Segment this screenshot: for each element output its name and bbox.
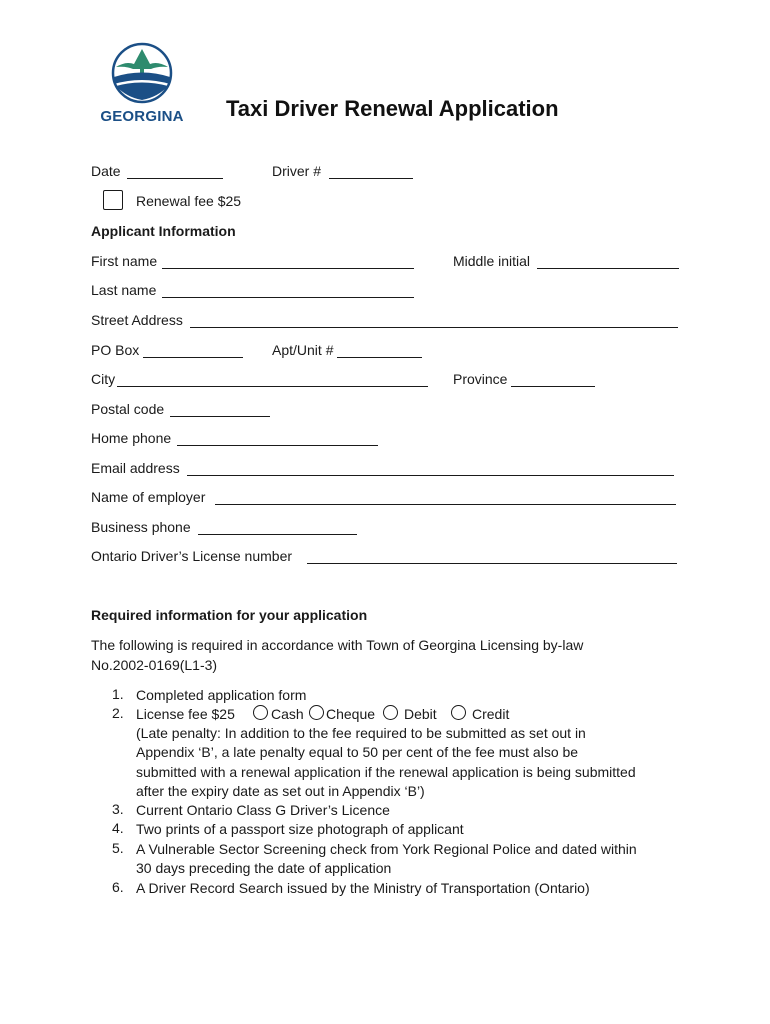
list-item-number: 3. bbox=[112, 801, 124, 817]
po-box-label: PO Box bbox=[91, 342, 140, 358]
postal-code-field[interactable] bbox=[170, 416, 270, 417]
intro-line-2: No.2002-0169(L1-3) bbox=[91, 657, 218, 673]
license-number-field[interactable] bbox=[307, 563, 677, 564]
list-item-number: 1. bbox=[112, 686, 124, 702]
list-item-number: 2. bbox=[112, 705, 124, 721]
required-info-heading: Required information for your application bbox=[91, 607, 368, 623]
georgina-logo bbox=[96, 40, 188, 130]
late-penalty-line: (Late penalty: In addition to the fee required to be submitted as set out in bbox=[136, 725, 586, 741]
middle-initial-field[interactable] bbox=[537, 268, 679, 269]
renewal-fee-label: Renewal fee $25 bbox=[136, 193, 242, 209]
street-address-field[interactable] bbox=[190, 327, 678, 328]
credit-radio[interactable] bbox=[451, 705, 466, 720]
first-name-field[interactable] bbox=[162, 268, 414, 269]
employer-label: Name of employer bbox=[91, 489, 206, 505]
logo-text: GEORGINA bbox=[100, 108, 184, 125]
renewal-fee-checkbox[interactable] bbox=[103, 190, 123, 210]
debit-label: Debit bbox=[404, 706, 437, 722]
first-name-label: First name bbox=[91, 253, 158, 269]
province-field[interactable] bbox=[511, 386, 595, 387]
driver-number-label: Driver # bbox=[272, 163, 322, 179]
cheque-label: Cheque bbox=[326, 706, 376, 722]
license-number-label: Ontario Driver’s License number bbox=[91, 548, 293, 564]
business-phone-label: Business phone bbox=[91, 519, 191, 535]
list-item-continuation: 30 days preceding the date of application bbox=[136, 860, 392, 876]
page-title: Taxi Driver Renewal Application bbox=[226, 96, 559, 121]
street-address-label: Street Address bbox=[91, 312, 183, 328]
list-item: Current Ontario Class G Driver’s Licence bbox=[136, 802, 390, 818]
late-penalty-line: after the expiry date as set out in Appendix ‘B’) bbox=[136, 783, 425, 799]
cash-radio[interactable] bbox=[253, 705, 268, 720]
list-item: License fee $25 bbox=[136, 706, 235, 722]
debit-radio[interactable] bbox=[383, 705, 398, 720]
applicant-info-heading: Applicant Information bbox=[91, 223, 236, 239]
last-name-field[interactable] bbox=[162, 297, 414, 298]
apt-unit-field[interactable] bbox=[337, 357, 422, 358]
cash-label: Cash bbox=[271, 706, 304, 722]
city-field[interactable] bbox=[117, 386, 428, 387]
list-item: A Vulnerable Sector Screening check from York Regional Police and dated within bbox=[136, 841, 637, 857]
credit-label: Credit bbox=[472, 706, 510, 722]
postal-code-label: Postal code bbox=[91, 401, 165, 417]
tree-icon bbox=[96, 40, 188, 108]
po-box-field[interactable] bbox=[143, 357, 243, 358]
last-name-label: Last name bbox=[91, 282, 157, 298]
employer-field[interactable] bbox=[215, 504, 676, 505]
late-penalty-line: submitted with a renewal application if the renewal application is being submitted bbox=[136, 764, 636, 780]
email-label: Email address bbox=[91, 460, 180, 476]
apt-unit-label: Apt/Unit # bbox=[272, 342, 334, 358]
province-label: Province bbox=[453, 371, 508, 387]
list-item: Two prints of a passport size photograph of applicant bbox=[136, 821, 464, 837]
list-item: Completed application form bbox=[136, 687, 307, 703]
driver-number-field[interactable] bbox=[329, 178, 413, 179]
date-field[interactable] bbox=[127, 178, 223, 179]
intro-line-1: The following is required in accordance with Town of Georgina Licensing by-law bbox=[91, 637, 584, 653]
middle-initial-label: Middle initial bbox=[453, 253, 531, 269]
late-penalty-line: Appendix ‘B’, a late penalty equal to 50 per cent of the fee must also be bbox=[136, 744, 579, 760]
list-item-number: 5. bbox=[112, 840, 124, 856]
cheque-radio[interactable] bbox=[309, 705, 324, 720]
business-phone-field[interactable] bbox=[198, 534, 357, 535]
date-label: Date bbox=[91, 163, 121, 179]
home-phone-label: Home phone bbox=[91, 430, 172, 446]
list-item: A Driver Record Search issued by the Ministry of Transportation (Ontario) bbox=[136, 880, 590, 896]
home-phone-field[interactable] bbox=[177, 445, 378, 446]
email-field[interactable] bbox=[187, 475, 674, 476]
city-label: City bbox=[91, 371, 116, 387]
list-item-number: 4. bbox=[112, 820, 124, 836]
list-item-number: 6. bbox=[112, 879, 124, 895]
